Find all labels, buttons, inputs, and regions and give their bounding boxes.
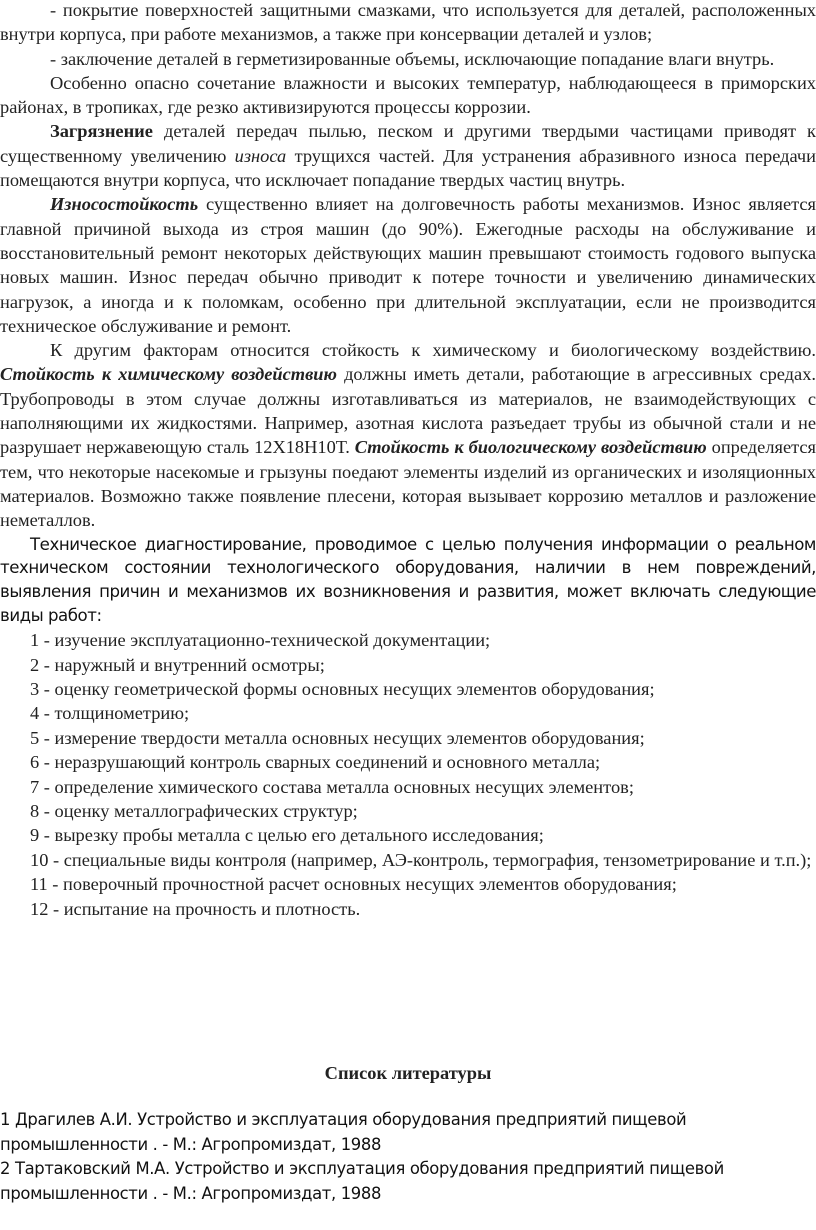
work-list [0, 628, 816, 921]
resistance-text-c: определяется тем, что некоторые насекомые и грызуны поедают элементы изделий из органических и изоляционных материалов. Возможно также появление плесени, которая вызывает коррозию металлов и разложение неметаллов. [0, 437, 816, 531]
resistance-text-a: К другим факторам относится стойкость к химическому и биологическому воздействию. [50, 340, 816, 361]
term-contamination: Загрязнение [50, 121, 153, 142]
list-item: 9 - вырезку пробы металла с целью его детального исследования; [30, 825, 544, 846]
list-item: 8 - оценку металлографических структур; [30, 801, 358, 821]
term-chemical-resistance: Стойкость к химическому воздействию [0, 364, 337, 385]
paragraph-sealed-volumes [0, 47, 816, 71]
list-item: 2 - наружный и внутренний осмотры; [30, 654, 325, 675]
paragraph-lubrication [0, 0, 816, 47]
list-item: 10 - специальные виды контроля (например, АЭ-контроль, термография, тензометрирование и т.п.); [30, 849, 812, 870]
list-item: 7 - определение химического состава металла основных несущих элементов; [30, 776, 634, 797]
wear-resistance-text: существенно влияет на долговечность работы механизмов. Износ является главной причиной выхода из строя машин (до 90%). Ежегодные расходы на обслуживание и восстановительный ремонт некоторых действующих машин превышают стоимость годового выпуска новых машин. Износ передач обычно приводит к потере точности и увеличению динамических нагрузок, а иногда и к поломкам, особенно при длительной эксплуатации, если не производится техническое обслуживание и ремонт. [0, 194, 816, 336]
paragraph-humidity-text: Особенно опасно сочетание влажности и высоких температур, наблюдающееся в приморских районах, в тропиках, где резко активизируются процессы коррозии. [0, 72, 816, 118]
term-biological-resistance: Стойкость к биологическому воздействию [354, 437, 707, 458]
paragraph-lubrication-text: - покрытие поверхностей защитными смазками, что используется для деталей, расположенных внутри корпуса, при работе механизмов, а также при консервации деталей и узлов; [0, 0, 816, 45]
references-list [0, 1108, 816, 1206]
contamination-text-b: трущихся частей. Для устранения абразивного износа передачи помещаются внутри корпуса, что исключает попадание твердых частиц внутрь. [0, 145, 816, 191]
reference-item: 1 Драгилев А.И. Устройство и эксплуатация оборудования предприятий пищевой промышленности . - М.: Агропромиздат, 1988 [0, 1110, 687, 1154]
term-wear-resistance: Износостойкость [50, 194, 199, 215]
paragraph-resistance [0, 338, 816, 532]
paragraph-diagnostics: Техническое диагностирование, проводимое с целью получения информации о реальном техническом состоянии технологического оборудования, наличии в нем повреждений, выявления причин и механизмов их возникновения и развития, может включать следующие виды работ: [0, 534, 816, 626]
references-title: Список литературы [324, 1063, 492, 1083]
list-item: 6 - неразрушающий контроль сварных соединений и основного металла; [30, 752, 601, 773]
paragraph-wear-resistance [0, 192, 816, 338]
resistance-text-b: должны иметь детали, работающие в агрессивных средах. Трубопроводы в этом случае должны изготавливаться из материалов, не взаимодействующих с наполняющими их жидкостями. Например, азотная кислота разъедает трубы из обычной стали и не разрушает нержавеющую сталь 12Х18Н10Т. [0, 364, 816, 458]
paragraph-sealed-volumes-text: - заключение деталей в герметизированные объемы, исключающие попадание влаги внутрь. [50, 48, 775, 69]
list-item: 5 - измерение твердости металла основных несущих элементов оборудования; [30, 727, 645, 748]
paragraph-contamination [0, 119, 816, 192]
term-wear: износа [234, 145, 287, 166]
list-item: 11 - поверочный прочностной расчет основных несущих элементов оборудования; [30, 874, 677, 895]
list-item: 4 - толщинометрию; [30, 703, 190, 724]
contamination-text-a: деталей передач пылью, песком и другими твердыми частицами приводят к существенному увеличению [0, 121, 816, 166]
reference-item: 2 Тартаковский М.А. Устройство и эксплуатация оборудования предприятий пищевой промышленности . - М.: Агропромиздат, 1988 [0, 1159, 724, 1203]
paragraph-humidity [0, 71, 816, 120]
list-item: 1 - изучение эксплуатационно-технической документации; [30, 630, 491, 651]
list-item: 3 - оценку геометрической формы основных несущих элементов оборудования; [30, 678, 655, 699]
list-item: 12 - испытание на прочность и плотность. [30, 898, 361, 919]
